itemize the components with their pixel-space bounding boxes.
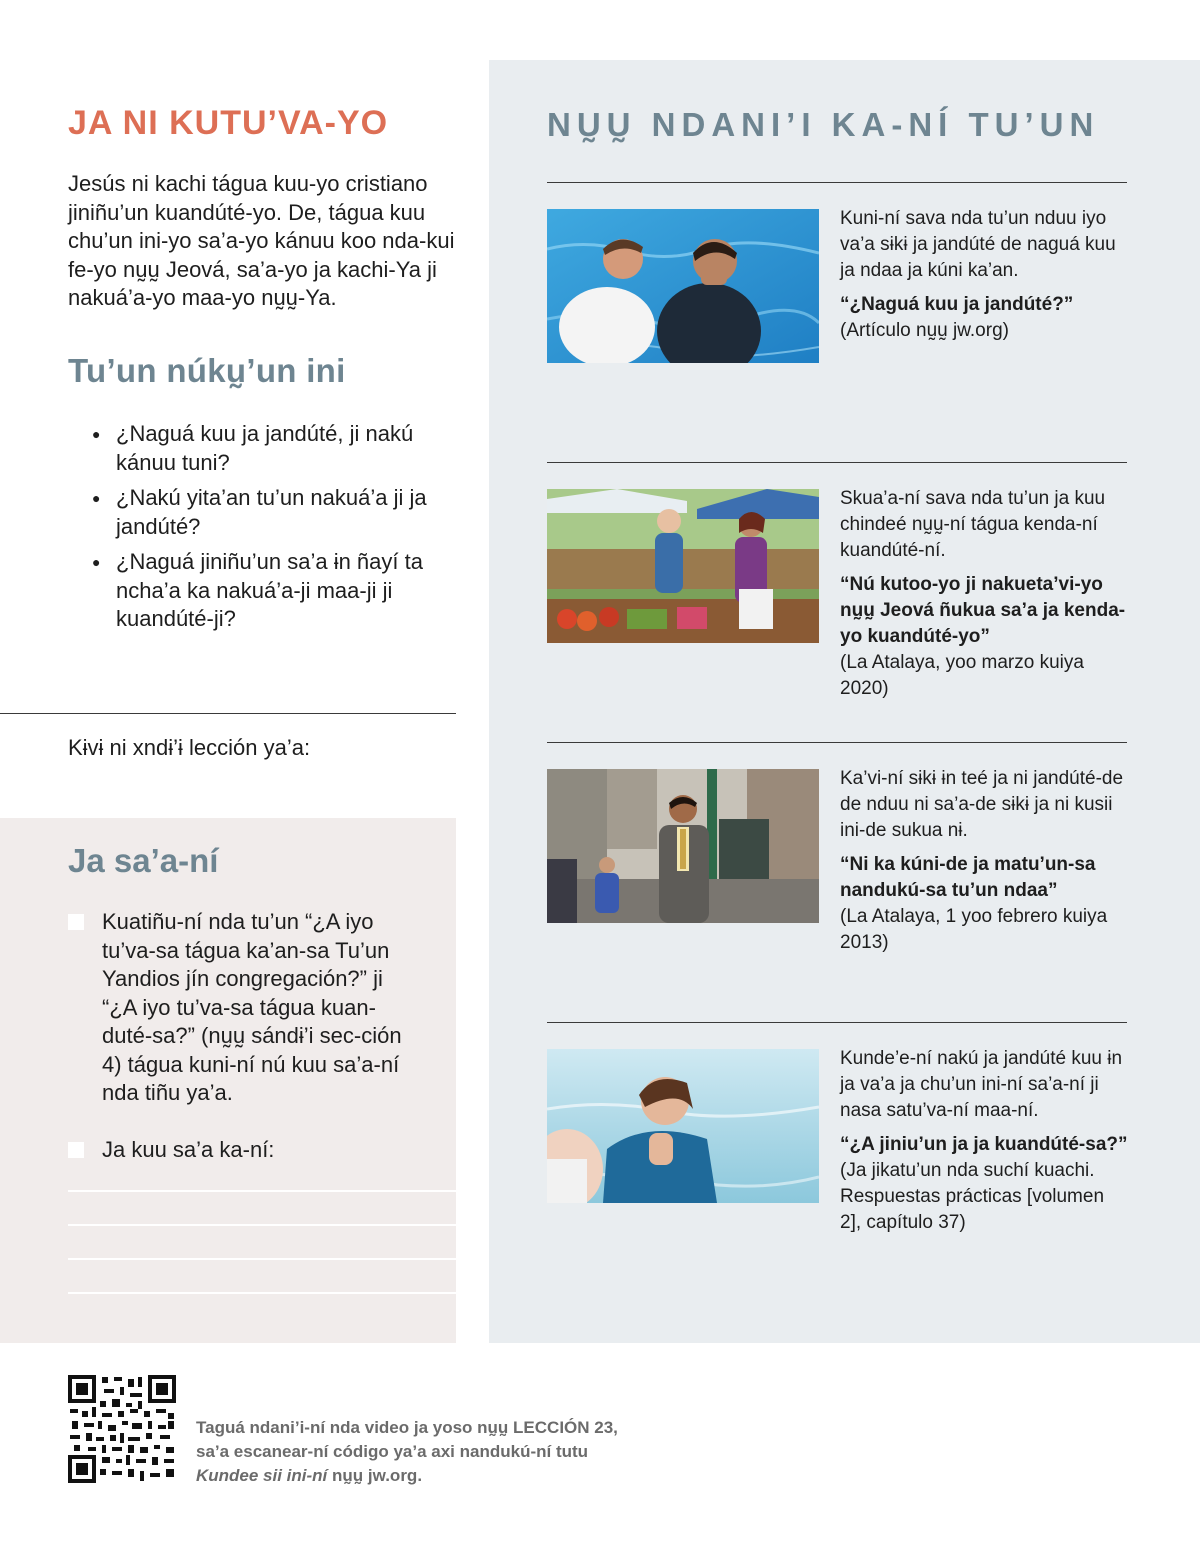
footer-note — [196, 1416, 696, 1488]
resource-item — [840, 486, 1130, 702]
review-question-item: ● ¿Nakú yita’an tu’un nakuá’a ji ja jandúté? — [68, 484, 448, 541]
publication-name: Kundee sii ini-ní — [196, 1466, 328, 1485]
writing-line[interactable] — [68, 1258, 456, 1260]
footer-line: Taguá ndani’i-ní nda video ja yoso nṵṵ LECCIÓN 23, — [196, 1418, 618, 1437]
divider — [547, 182, 1127, 183]
resource-description: Skua’a-ní sava nda tu’un ja kuu chindeé nṵṵ-ní tágua kenda-ní kuandúté-ní. — [840, 488, 1106, 561]
resource-description: Ka’vi-ní sɨkɨ ɨn teé ja ni jandúté-de de nduu ni sa’a-de sɨkɨ ja ni kusii ini-de sukua nɨ. — [840, 768, 1124, 841]
resource-reference: (Ja jikatu’un nda suchí kuachi. Respuestas prácticas [volumen 2], capítulo 37) — [840, 1160, 1105, 1233]
resource-item — [840, 766, 1130, 956]
resource-reference: (La Atalaya, yoo marzo kuiya 2020) — [840, 652, 1084, 699]
completion-date-label: Kɨvɨ ni xndɨ’ɨ lección ya’a: — [68, 735, 311, 760]
divider — [547, 1022, 1127, 1023]
goal-text: Kuatiñu-ní nda tu’un “¿A iyo tu’va-sa tágua ka’an-sa Tu’un Yandios jín congregación?” ji “¿A iyo tu’va-sa tágua kuan-duté-sa?” (nṵṵ sándɨ’i sec-ción 4) tágua kuni-ní nú kuu sa’a-ní nda tiñu ya’a. — [102, 909, 402, 1105]
checkbox[interactable] — [68, 914, 84, 930]
review-question-item: ● ¿Naguá jiniñu’un sa’a ɨn ñayí ta ncha’a ka nakuá’a-ji maa-ji ji kuandúté-ji? — [68, 548, 448, 634]
resource-title[interactable]: “¿Naguá kuu ja jandúté?” — [840, 294, 1074, 315]
resource-title[interactable]: “Nú kutoo-yo ji nakueta’vi-yo nṵṵ Jeová ñukua sa’a ja kenda-yo kuandúté-yo” — [840, 574, 1126, 647]
writing-line[interactable] — [68, 1190, 456, 1192]
goal-item — [68, 1136, 408, 1165]
footer-line — [196, 1464, 696, 1488]
resource-reference: (Artículo nṵṵ jw.org) — [840, 320, 1009, 341]
resource-title[interactable]: “¿A jiniu’un ja ja kuandúté-sa?” — [840, 1134, 1128, 1155]
resource-reference: (La Atalaya, 1 yoo febrero kuiya 2013) — [840, 906, 1108, 953]
resource-item — [840, 206, 1130, 344]
footer-line-rest: nṵṵ jw.org. — [327, 1466, 423, 1485]
goal-item — [68, 908, 408, 1108]
divider — [0, 713, 456, 714]
resource-title[interactable]: “Ni ka kúni-de ja matu’un-sa nandukú-sa tu’un ndaa” — [840, 854, 1096, 901]
resource-item — [840, 1046, 1130, 1236]
divider — [547, 742, 1127, 743]
market-ministry-photo[interactable] — [547, 489, 819, 643]
footer-line: sa’a escanear-ní código ya’a axi nandukú-ní tutu — [196, 1442, 589, 1461]
review-heading: Tu’un núkṵ’un ini — [68, 352, 346, 389]
summary-heading: JA NI KUTU’VA-YO — [68, 104, 389, 142]
resource-description: Kuni-ní sava nda tu’un nduu iyo va’a sɨkɨ ja jandúté de naguá kuu ja ndaa ja kúni ka’an. — [840, 208, 1116, 281]
writing-line[interactable] — [68, 1224, 456, 1226]
explore-heading: NṴṴ NDANI’I KA-NÍ TU’UN — [547, 106, 1100, 143]
summary-paragraph: Jesús ni kachi tágua kuu-yo cristiano jiniñu’un kuandúté-yo. De, tágua kuu chu’un ini-yo sa’a-yo kánuu koo nda-kui fe-yo nṵṵ Jeová, sa’a-yo ja kachi-Ya ji nakuá’a-yo maa-yo nṵṵ-Ya. — [68, 171, 455, 310]
goals-heading: Ja sa’a-ní — [68, 842, 219, 879]
review-question-item: ● ¿Naguá kuu ja jandúté, ji nakú kánuu tuni? — [68, 420, 448, 477]
goal-text: Ja kuu sa’a ka-ní: — [102, 1137, 275, 1162]
city-man-photo[interactable] — [547, 769, 819, 923]
young-baptism-photo[interactable] — [547, 1049, 819, 1203]
resource-description: Kunde’e-ní nakú ja jandúté kuu ɨn ja va’a ja chu’un ini-ní sa’a-ní ji nasa satu’va-ní maa-ní. — [840, 1048, 1123, 1121]
divider — [547, 462, 1127, 463]
review-question-list — [68, 420, 448, 641]
writing-line[interactable] — [68, 1292, 456, 1294]
checkbox[interactable] — [68, 1142, 84, 1158]
baptism-pool-photo[interactable] — [547, 209, 819, 363]
qr-code[interactable] — [68, 1375, 176, 1483]
